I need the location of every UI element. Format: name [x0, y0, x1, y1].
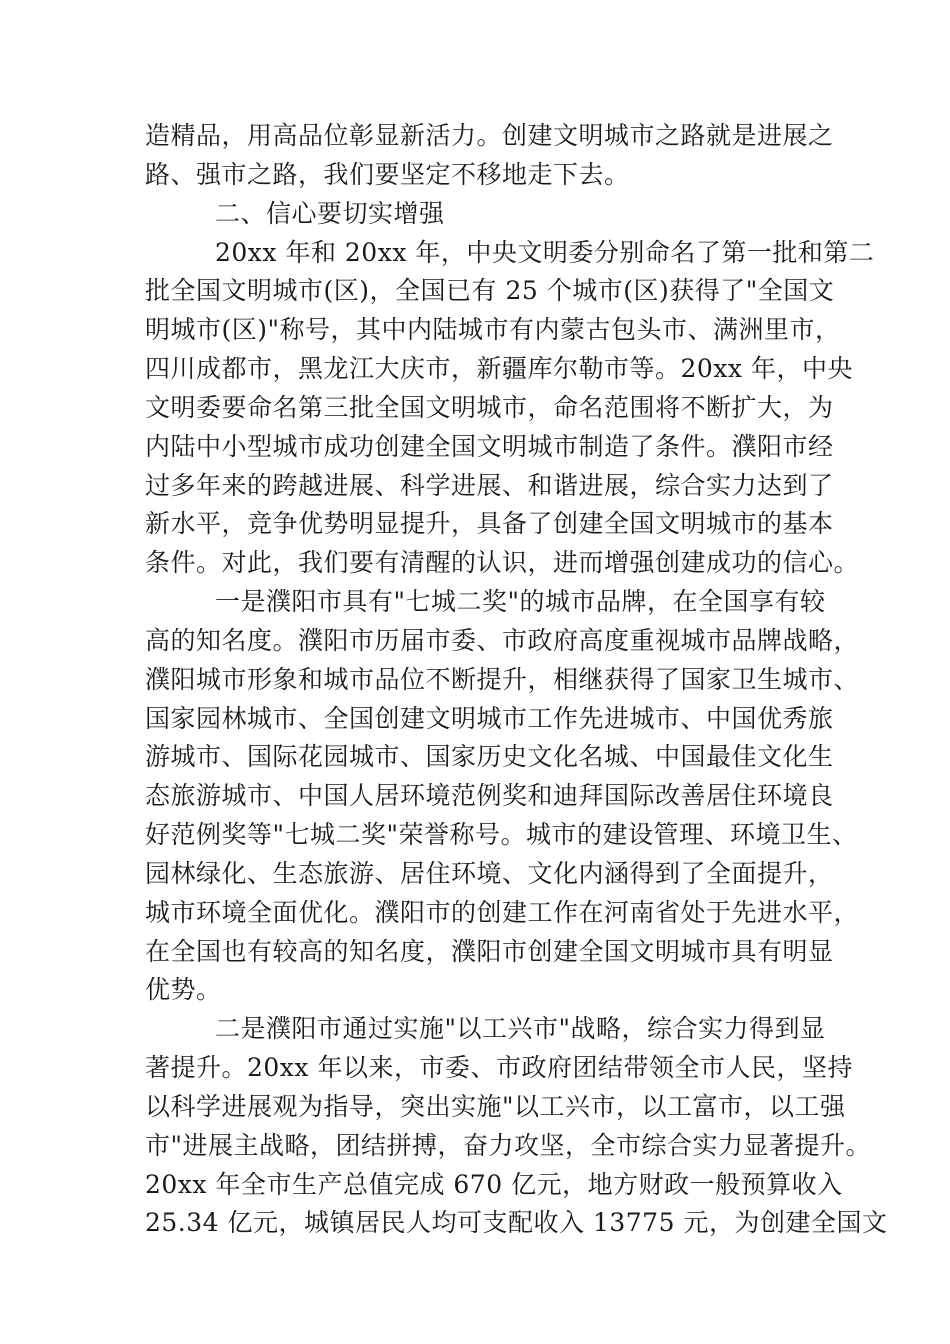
- text-line: 一是濮阳市具有"七城二奖"的城市品牌，在全国享有较: [215, 587, 826, 616]
- text-line: 明城市(区)"称号，其中内陆城市有内蒙古包头市、满洲里市，: [145, 315, 841, 344]
- text-line: 二是濮阳市通过实施"以工兴市"战略，综合实力得到显: [215, 1014, 826, 1043]
- text-line: 以科学进展观为指导，突出实施"以工兴市，以工富市，以工强: [145, 1092, 846, 1121]
- text-line: 国家园林城市、全国创建文明城市工作先进城市、中国优秀旅: [145, 704, 834, 733]
- text-line: 在全国也有较高的知名度，濮阳市创建全国文明城市具有明显: [145, 937, 834, 966]
- text-line: 濮阳城市形象和城市品位不断提升，相继获得了国家卫生城市、: [145, 665, 860, 694]
- text-line: 过多年来的跨越进展、科学进展、和谐进展，综合实力达到了: [145, 471, 834, 500]
- text-line: 新水平，竞争优势明显提升，具备了创建全国文明城市的基本: [145, 509, 834, 538]
- text-line: 好范例奖等"七城二奖"荣誉称号。城市的建设管理、环境卫生、: [145, 820, 858, 849]
- text-line: 20xx 年全市生产总值完成 670 亿元，地方财政一般预算收入: [145, 1170, 843, 1199]
- text-line: 态旅游城市、中国人居环境范例奖和迪拜国际改善居住环境良: [145, 781, 834, 810]
- section-heading: 二、信心要切实增强: [215, 199, 445, 228]
- text-line: 游城市、国际花园城市、国家历史文化名城、中国最佳文化生: [145, 742, 834, 771]
- text-line: 20xx 年和 20xx 年，中央文明委分别命名了第一批和第二: [215, 238, 875, 267]
- text-line: 城市环境全面优化。濮阳市的创建工作在河南省处于先进水平，: [145, 898, 860, 927]
- text-line: 优势。: [145, 975, 222, 1004]
- text-line: 批全国文明城市(区)，全国已有 25 个城市(区)获得了"全国文: [145, 276, 835, 305]
- text-line: 市"进展主战略，团结拼搏，奋力攻坚，全市综合实力显著提升。: [145, 1131, 872, 1160]
- text-line: 园林绿化、生态旅游、居住环境、文化内涵得到了全面提升，: [145, 859, 834, 888]
- text-line: 条件。对此，我们要有清醒的认识，进而增强创建成功的信心。: [145, 548, 860, 577]
- text-line: 四川成都市，黑龙江大庆市，新疆库尔勒市等。20xx 年，中央: [145, 354, 853, 383]
- text-line: 高的知名度。濮阳市历届市委、市政府高度重视城市品牌战略，: [145, 626, 860, 655]
- text-line: 25.34 亿元，城镇居民人均可支配收入 13775 元，为创建全国文: [145, 1208, 888, 1237]
- text-line: 造精品，用高品位彰显新活力。创建文明城市之路就是进展之: [145, 121, 834, 150]
- text-line: 文明委要命名第三批全国文明城市，命名范围将不断扩大，为: [145, 393, 834, 422]
- text-line: 内陆中小型城市成功创建全国文明城市制造了条件。濮阳市经: [145, 432, 834, 461]
- text-line: 路、强市之路，我们要坚定不移地走下去。: [145, 160, 630, 189]
- text-line: 著提升。20xx 年以来，市委、市政府团结带领全市人民，坚持: [145, 1053, 853, 1082]
